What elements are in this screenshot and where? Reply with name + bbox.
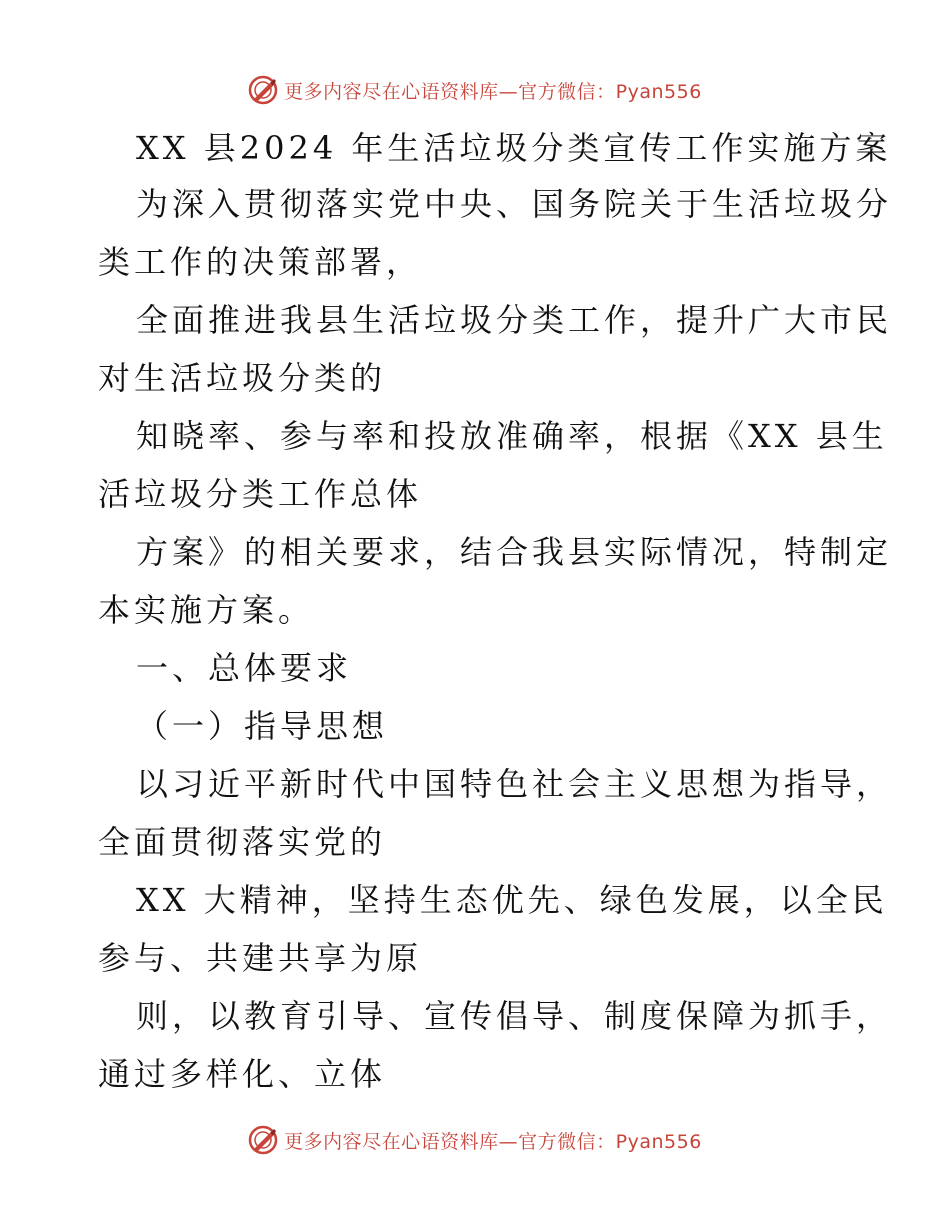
header-banner bbox=[0, 72, 950, 108]
footer-banner-text: 更多内容尽在心语资料库—官方微信：Pyan556 bbox=[284, 1130, 702, 1153]
document-title: XX 县2024 年生活垃圾分类宣传工作实施方案 bbox=[136, 129, 892, 167]
header-banner-text: 更多内容尽在心语资料库—官方微信：Pyan556 bbox=[284, 80, 702, 103]
footer-banner bbox=[0, 1122, 950, 1158]
paragraph-line: 知晓率、参与率和投放准确率，根据《XX 县生 bbox=[136, 417, 888, 455]
paragraph-line: 全面贯彻落实党的 bbox=[98, 823, 387, 861]
paragraph-line: 参与、共建共享为原 bbox=[98, 939, 423, 977]
paragraph-line: 活垃圾分类工作总体 bbox=[98, 475, 423, 513]
pen-logo-icon bbox=[248, 1125, 278, 1155]
paragraph-line: 对生活垃圾分类的 bbox=[98, 359, 387, 397]
paragraph-line: 本实施方案。 bbox=[98, 591, 315, 629]
paragraph-line: 以习近平新时代中国特色社会主义思想为指导， bbox=[136, 765, 893, 803]
paragraph-line: XX 大精神，坚持生态优先、绿色发展，以全民 bbox=[136, 881, 888, 919]
subsection-heading: （一）指导思想 bbox=[136, 707, 389, 745]
paragraph-line: 类工作的决策部署， bbox=[98, 243, 423, 281]
paragraph-line: 为深入贯彻落实党中央、国务院关于生活垃圾分 bbox=[136, 185, 893, 223]
section-heading: 一、总体要求 bbox=[136, 649, 353, 687]
paragraph-line: 则，以教育引导、宣传倡导、制度保障为抓手， bbox=[136, 997, 893, 1035]
paragraph-line: 通过多样化、立体 bbox=[98, 1055, 387, 1093]
paragraph-line: 方案》的相关要求，结合我县实际情况，特制定 bbox=[136, 533, 893, 571]
paragraph-line: 全面推进我县生活垃圾分类工作，提升广大市民 bbox=[136, 301, 893, 339]
pen-logo-icon bbox=[248, 75, 278, 105]
